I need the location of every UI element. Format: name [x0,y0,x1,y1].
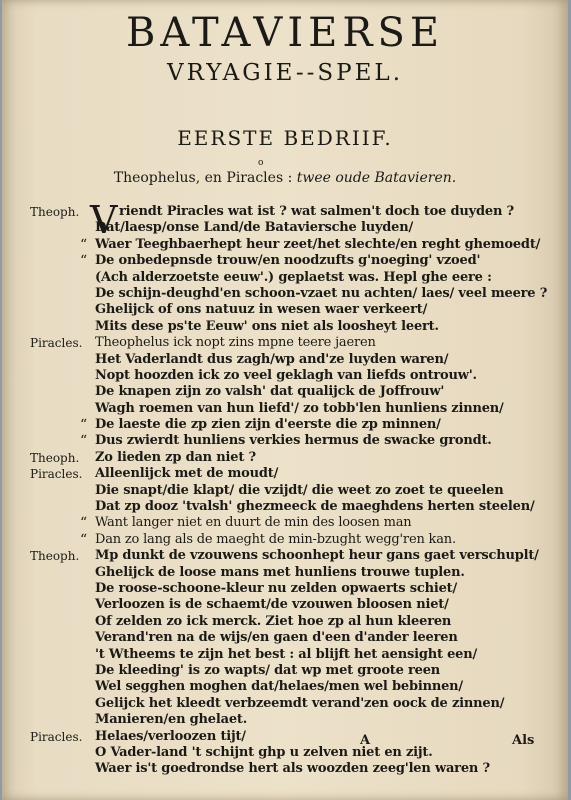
quote-mark: “ [80,253,88,270]
verse-line [2,433,568,449]
quote-mark: “ [80,531,88,548]
verse-line [2,515,568,531]
quote-mark: “ [80,236,88,253]
verse-line [2,450,568,466]
verse-line [2,466,568,482]
verse-text: Dus zwierdt hunliens verkies hermus de swacke grondt. [95,433,492,449]
verse-text: Mp dunkt de vzouwens schoonhept heur gans gaet verschuplt/ [95,548,539,564]
page-title: BATAVIERSE [125,10,445,56]
verse-line [2,532,568,548]
verse-text: riendt Piracles wat ist ? wat salmen't doch toe duyden ? [119,204,514,219]
verse-text: De roose-schoone-kleur nu zelden opwaerts schiet/ [95,580,457,596]
verse-text: Helaes/verloozen tijt/ [95,728,246,744]
catchword: Als [512,733,535,748]
verse-text: Alleenlijck met de moudt/ [95,466,279,482]
verse-text: Theophelus ick nopt zins mpne teere jaeren [95,335,376,351]
persons-names: Theophelus, en Piracles : [113,170,293,186]
drop-capital: V [90,198,118,242]
verse-line [2,237,568,253]
page-subtitle: VRYAGIE--SPEL. [166,60,404,86]
verse-text: (Ach alderzoetste eeuw'.) geplaetst was. Hepl ghe eere : [95,269,492,285]
verse-text: Nopt hoozden ick zo veel geklagh van liefds ontrouw'. [95,367,477,383]
verse-line [2,565,568,581]
quote-mark: “ [80,515,88,532]
verse-line [2,745,568,761]
verse-text: Want langer niet en duurt de min des loosen man [95,515,412,531]
persons-tag: twee oude Batavieren. [296,170,457,186]
speaker-label: Piracles. [30,467,83,482]
verse-text: Verloozen is de schaemt/de vzouwen bloosen niet/ [95,597,449,613]
verse-line [2,335,568,351]
verse-line [2,302,568,318]
verse-text: Waer Teeghbaerhept heur zeet/het slechte/en reght ghemoedt/ [95,236,541,252]
verse-text: Ghelijck of ons natuuz in wesen waer verkeert/ [95,302,428,318]
verse-text: Of zelden zo ick merck. Ziet hoe zp al hun kleeren [95,613,452,629]
verse-line [2,417,568,433]
quote-mark: “ [80,417,88,434]
verse-line [2,499,568,515]
verse-text: De laeste die zp zien zijn d'eerste die zp minnen/ [95,417,441,433]
verse-line [2,581,568,597]
verse-text: 't Wtheems te zijn het best : al blijft het aensight een/ [95,646,478,662]
verse-text: Dat/laesp/onse Land/de Bataviersche luyden/ [95,220,414,236]
verse-line [2,319,568,335]
dramatis-personae [2,170,568,186]
verse-line [2,352,568,368]
verse-text: Dan zo lang als de maeght de min-bzught wegg'ren kan. [95,531,456,547]
verse-text: Wagh roemen van hun liefd'/ zo tobb'len hunliens zinnen/ [95,400,504,416]
verse-line [2,401,568,417]
verse-line [2,548,568,564]
verse-line [2,696,568,712]
verse-text: Mits dese ps'te Eeuw' ons niet als loosheyt leert. [95,318,439,334]
verse-text: De onbedepnsde trouw/en noodzufts g'noeging' vzoed' [95,253,481,269]
verse-text: Wel segghen moghen dat/helaes/men wel bebinnen/ [95,679,463,695]
verse-text: Het Vaderlandt dus zagh/wp and'ze luyden waren/ [95,351,449,367]
verse-line [2,647,568,663]
speaker-label: Piracles. [30,336,83,351]
quote-mark: “ [80,433,88,450]
section-heading: EERSTE BEDRIIF. [177,126,393,150]
verse-line [2,270,568,286]
verse-line [2,384,568,400]
verse-text: Die snapt/die klapt/ die vzijdt/ die weet zo zoet te queelen [95,482,504,498]
verse-text: De schijn-deughd'en schoon-vzaet nu achten/ laes/ veel meere ? [95,285,548,301]
verse-text: O Vader-land 't schijnt ghp u zelven niet en zijt. [95,744,433,760]
verse-line [2,630,568,646]
verse-block [2,204,568,778]
verse-line [2,204,568,220]
verse-line [2,663,568,679]
verse-line [2,679,568,695]
verse-text: Ghelijck de loose mans met hunliens trouwe tuplen. [95,564,465,580]
verse-line [2,286,568,302]
verse-text: De knapen zijn zo valsh' dat qualijck de Joffrouw' [95,384,445,400]
speaker-label: Piracles. [30,729,83,744]
verse-line [2,712,568,728]
ornament-mark: o [258,158,264,168]
verse-line [2,614,568,630]
verse-text: Gelijck het kleedt verbzeemdt verand'zen oock de zinnen/ [95,695,505,711]
book-page [2,0,568,800]
verse-text: Dat zp dooz 'tvalsh' ghezmeeck de maeghdens herten steelen/ [95,499,535,515]
verse-text: Verand'ren na de wijs/en gaen d'een d'ander leeren [95,630,458,646]
speaker-label: Theoph. [30,205,80,219]
verse-line [2,368,568,384]
verse-line [2,761,568,777]
verse-line [2,597,568,613]
verse-text: Waer is't goedrondse hert als woozden zeeg'len waren ? [95,761,490,777]
verse-text: Manieren/en ghelaet. [95,712,248,728]
speaker-label: Theoph. [30,549,80,564]
signature-mark: A [360,733,371,748]
verse-line [2,483,568,499]
verse-text: Zo lieden zp dan niet ? [95,449,256,465]
verse-line [2,220,568,236]
speaker-label: Theoph. [30,450,80,465]
verse-line [2,253,568,269]
verse-text: De kleeding' is zo wapts/ dat wp met groote reen [95,662,441,678]
verse-line [2,729,568,745]
